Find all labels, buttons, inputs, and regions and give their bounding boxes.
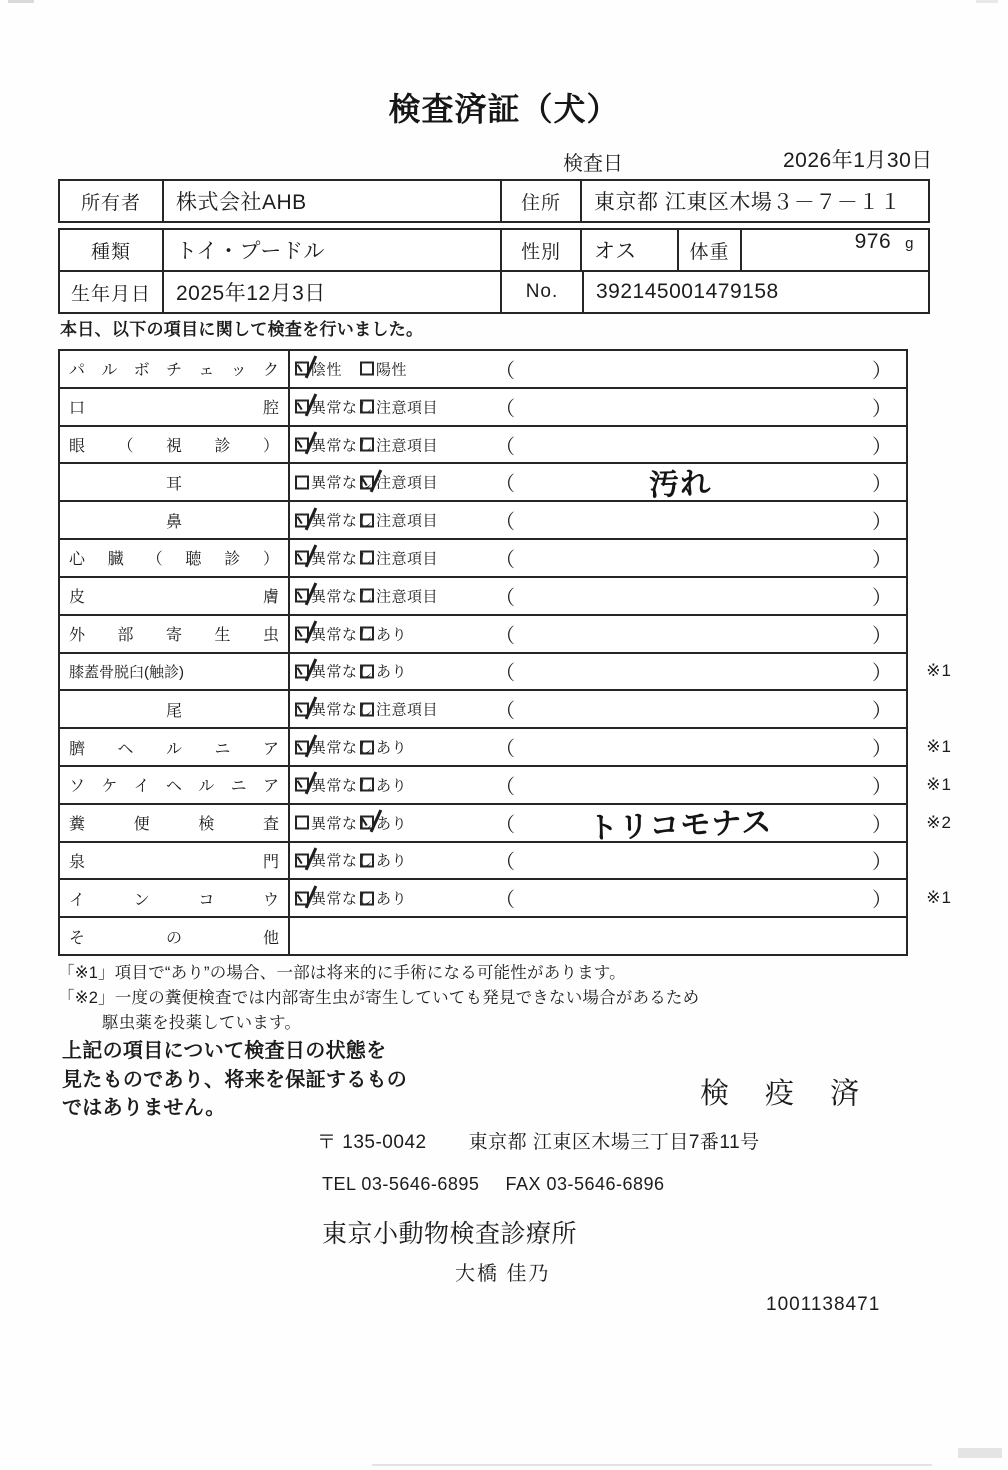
checkbox-icon <box>295 740 309 754</box>
checkbox-icon <box>295 400 309 414</box>
close-paren: ） <box>872 436 892 459</box>
exam-item-label: パ ル ボ チ ェ ッ ク <box>69 362 279 380</box>
exam-item-content <box>290 654 906 690</box>
exam-item-content <box>290 578 906 614</box>
handwritten-note: 汚れ <box>648 467 712 503</box>
option-2 <box>360 358 407 379</box>
exam-item-content <box>290 351 906 387</box>
exam-item-label-cell <box>60 540 290 576</box>
close-paren: ） <box>872 360 892 383</box>
address-value: 東京都 江東区木場３－７－１１ <box>580 181 928 221</box>
exam-item-label: 皮 膚 <box>69 589 279 607</box>
exam-row <box>60 689 906 727</box>
exam-item-label-cell <box>60 918 290 954</box>
open-paren: （ <box>495 511 515 534</box>
footnote-2-continued: 駆虫薬を投薬しています。 <box>102 1014 302 1032</box>
open-paren: （ <box>495 889 515 912</box>
page-title: 検査済証（犬） <box>388 91 620 127</box>
option-1-label: 異常なし <box>311 512 374 530</box>
checkbox-icon <box>295 438 309 452</box>
exam-item-label: 耳 <box>165 475 182 493</box>
reference-mark: ※1 <box>926 774 952 794</box>
clinic-name: 東京小動物検査診療所 <box>322 1220 578 1248</box>
checkbox-icon <box>360 853 374 867</box>
weight-value: 976 <box>854 230 892 253</box>
option-1-label: 異常なし <box>311 663 374 681</box>
exam-row <box>60 727 952 765</box>
quarantine-stamp: 検 疫 済 <box>700 1078 874 1110</box>
exam-item-content <box>290 389 906 425</box>
owner-value: 株式会社AHB <box>162 181 500 221</box>
exam-item-content <box>290 616 906 652</box>
close-paren: ） <box>872 662 892 685</box>
exam-item-label-cell <box>60 691 290 727</box>
option-1-label: 異常なし <box>311 890 374 908</box>
address-label: 住所 <box>500 181 580 221</box>
option-2 <box>360 434 438 455</box>
checkbox-icon <box>360 778 374 792</box>
exam-item-label: 口 腔 <box>69 400 279 418</box>
close-paren: ） <box>872 738 892 761</box>
checkbox-icon <box>295 362 309 376</box>
open-paren: （ <box>495 549 515 572</box>
option-2-label: あり <box>376 815 408 833</box>
weight-label: 体重 <box>677 230 740 270</box>
close-paren: ） <box>872 511 892 534</box>
reference-mark: ※1 <box>926 888 952 908</box>
option-2-label: 注意項目 <box>376 512 439 530</box>
option-2 <box>360 774 407 795</box>
close-paren: ） <box>872 700 892 723</box>
exam-item-label-cell <box>60 843 290 879</box>
close-paren: ） <box>872 851 892 874</box>
checkbox-icon <box>360 740 374 754</box>
open-paren: （ <box>495 360 515 383</box>
checkbox-icon <box>360 551 374 565</box>
exam-item-label-cell <box>60 389 290 425</box>
option-2 <box>360 812 407 833</box>
exam-item-label: 糞 便 検 査 <box>69 816 279 834</box>
exam-item-label-cell <box>60 427 290 463</box>
exam-item-label: 鼻 <box>165 513 182 531</box>
exam-row <box>60 878 952 916</box>
option-2 <box>360 510 438 531</box>
checkbox-icon <box>295 475 309 489</box>
exam-table <box>58 349 952 956</box>
checkbox-icon <box>295 551 309 565</box>
option-2-label: あり <box>376 739 408 757</box>
option-2 <box>360 737 407 758</box>
close-paren: ） <box>872 549 892 572</box>
exam-row <box>60 614 906 652</box>
checkbox-icon <box>295 702 309 716</box>
checkbox-icon <box>360 816 374 830</box>
scan-artifact <box>8 0 34 3</box>
option-2-label: あり <box>376 663 408 681</box>
checkbox-icon <box>295 778 309 792</box>
owner-label: 所有者 <box>80 192 141 214</box>
open-paren: （ <box>495 473 515 496</box>
option-2 <box>360 547 438 568</box>
clinic-fax: FAX 03-5646-6896 <box>505 1174 665 1194</box>
statement-line-1: 上記の項目について検査日の状態を <box>62 1040 387 1062</box>
exam-row <box>60 576 906 614</box>
exam-row <box>60 387 906 425</box>
option-2-label: 注意項目 <box>376 399 439 417</box>
exam-row <box>60 652 952 690</box>
exam-item-label-cell <box>60 351 290 387</box>
checkbox-icon <box>360 362 374 376</box>
exam-row <box>60 462 906 503</box>
handwritten-note: トリコモナス <box>587 805 773 845</box>
option-1-label: 異常なし <box>311 588 374 606</box>
checkbox-icon <box>360 702 374 716</box>
exam-item-label-cell <box>60 729 290 765</box>
checkbox-icon <box>360 891 374 905</box>
close-paren: ） <box>872 889 892 912</box>
scan-artifact <box>976 0 998 3</box>
open-paren: （ <box>495 587 515 610</box>
birth-label: 生年月日 <box>70 283 151 305</box>
weight-unit: g <box>905 235 914 252</box>
scan-artifact <box>958 1448 1002 1458</box>
option-1-label: 異常なし <box>311 550 374 568</box>
exam-row <box>60 803 952 845</box>
inspection-date-label: 検査日 <box>563 153 623 175</box>
option-2 <box>360 850 407 871</box>
weight-cell <box>740 230 928 270</box>
option-2 <box>360 661 407 682</box>
option-2-label: 注意項目 <box>376 701 439 719</box>
open-paren: （ <box>495 738 515 761</box>
close-paren: ） <box>872 776 892 799</box>
close-paren: ） <box>872 587 892 610</box>
clinic-postal-row <box>317 1127 760 1154</box>
reference-mark: ※1 <box>926 737 952 757</box>
open-paren: （ <box>495 662 515 685</box>
exam-item-label-cell <box>60 616 290 652</box>
open-paren: （ <box>495 851 515 874</box>
exam-item-label: 尾 <box>165 702 182 720</box>
checkbox-icon <box>360 475 374 489</box>
exam-item-content <box>290 502 906 538</box>
option-2-label: あり <box>376 852 408 870</box>
exam-row <box>60 916 906 954</box>
clinic-tel: TEL 03-5646-6895 <box>322 1174 480 1194</box>
breed-value: トイ・プードル <box>162 230 500 270</box>
reference-mark: ※1 <box>926 661 952 681</box>
option-1-label: 異常なし <box>311 626 374 644</box>
exam-item-content <box>290 843 906 879</box>
checkbox-icon <box>295 664 309 678</box>
option-2-label: 注意項目 <box>376 588 439 606</box>
exam-item-content <box>290 691 906 727</box>
exam-item-label-cell <box>60 880 290 916</box>
checkbox-icon <box>360 627 374 641</box>
exam-item-label-cell <box>60 654 290 690</box>
footnote-1: 「※1」項目で“あり”の場合、一部は将来的に手術になる可能性があります。 <box>58 964 626 982</box>
close-paren: ） <box>872 814 892 837</box>
footnotes <box>58 961 699 1036</box>
exam-item-content <box>290 464 906 503</box>
exam-item-content <box>290 729 906 765</box>
clinic-postal-code: 〒 135-0042 <box>317 1132 427 1153</box>
option-2 <box>360 396 438 417</box>
checkbox-icon <box>295 891 309 905</box>
exam-item-label-cell <box>60 502 290 538</box>
exam-item-label-cell <box>60 805 290 841</box>
breed-label: 種類 <box>90 241 131 263</box>
sex-label: 性別 <box>500 230 580 270</box>
checkbox-icon <box>295 853 309 867</box>
exam-row <box>60 841 906 879</box>
exam-item-content <box>290 918 906 954</box>
veterinarian-name: 大橋 佳乃 <box>455 1263 551 1285</box>
checkbox-icon <box>360 438 374 452</box>
option-1-label: 異常なし <box>311 437 374 455</box>
option-2-label: あり <box>376 777 408 795</box>
exam-item-label: 泉 門 <box>69 853 279 871</box>
option-2-label: あり <box>376 890 408 908</box>
exam-item-label: 外 部 寄 生 虫 <box>69 627 279 645</box>
exam-item-label-cell <box>60 578 290 614</box>
statement-line-3: ではありません。 <box>62 1097 226 1119</box>
checkbox-icon <box>295 589 309 603</box>
checkbox-icon <box>295 816 309 830</box>
exam-item-label: そ の 他 <box>69 929 279 947</box>
option-2 <box>360 699 438 720</box>
option-2-label: 注意項目 <box>376 474 439 492</box>
no-label: No. <box>500 272 582 312</box>
open-paren: （ <box>495 436 515 459</box>
option-2-label: 注意項目 <box>376 550 439 568</box>
checkbox-icon <box>360 664 374 678</box>
close-paren: ） <box>872 473 892 496</box>
option-2 <box>360 472 438 493</box>
option-2-label: あり <box>376 626 408 644</box>
open-paren: （ <box>495 776 515 799</box>
footnote-2: 「※2」一度の糞便検査では内部寄生虫が寄生していても発見できない場合があるため <box>58 989 700 1007</box>
document-serial-number: 1001138471 <box>766 1294 881 1315</box>
option-1-label: 陰性 <box>311 361 343 379</box>
option-1-label: 異常なし <box>311 739 374 757</box>
disclaimer-statement <box>62 1037 407 1123</box>
option-2 <box>360 623 407 644</box>
open-paren: （ <box>495 814 515 837</box>
clinic-tel-row <box>322 1174 665 1195</box>
option-2-label: 注意項目 <box>376 437 439 455</box>
exam-item-label: 臍 ヘ ル ニ ア <box>69 740 279 758</box>
close-paren: ） <box>872 625 892 648</box>
open-paren: （ <box>495 398 515 421</box>
exam-item-label: ソ ケ イ ヘ ル ニ ア <box>69 778 279 796</box>
option-1-label: 異常なし <box>311 399 374 417</box>
no-value: 392145001479158 <box>582 272 928 312</box>
option-1 <box>295 358 342 379</box>
checkbox-icon <box>360 513 374 527</box>
option-1-label: 異常なし <box>311 701 374 719</box>
checkbox-icon <box>360 589 374 603</box>
exam-item-label: 眼 （ 視 診 ） <box>69 438 279 456</box>
exam-item-content <box>290 540 906 576</box>
checkbox-icon <box>295 513 309 527</box>
exam-row <box>60 351 906 387</box>
sex-value: オス <box>580 230 677 270</box>
close-paren: ） <box>872 398 892 421</box>
exam-item-label-cell <box>60 767 290 803</box>
checkbox-icon <box>295 627 309 641</box>
exam-row <box>60 500 906 538</box>
exam-item-label-cell <box>60 464 290 500</box>
intro-text: 本日、以下の項目に関して検査を行いました。 <box>60 320 424 339</box>
option-1-label: 異常なし <box>311 777 374 795</box>
exam-item-content <box>290 880 906 916</box>
birth-value: 2025年12月3日 <box>162 272 500 312</box>
exam-item-content <box>290 805 906 845</box>
clinic-address: 東京都 江東区木場三丁目7番11号 <box>468 1132 760 1153</box>
exam-row <box>60 538 906 576</box>
open-paren: （ <box>495 700 515 723</box>
pet-row-1 <box>60 230 928 270</box>
option-1-label: 異常なし <box>311 474 374 492</box>
option-2-label: 陽性 <box>376 361 408 379</box>
pet-row-2 <box>60 270 928 312</box>
exam-item-label: イ ン コ ウ <box>69 891 279 909</box>
option-1-label: 異常なし <box>311 815 374 833</box>
option-2 <box>360 888 407 909</box>
exam-item-label: 心 臓 （ 聴 診 ） <box>69 551 279 569</box>
owner-row <box>60 181 928 221</box>
statement-line-2: 見たものであり、将来を保証するもの <box>62 1068 408 1091</box>
checkbox-icon <box>360 400 374 414</box>
scan-artifact <box>372 1464 932 1466</box>
reference-mark: ※2 <box>926 812 952 832</box>
open-paren: （ <box>495 625 515 648</box>
pet-info-table <box>58 228 930 314</box>
inspection-date-value: 2026年1月30日 <box>783 149 933 172</box>
option-2 <box>360 585 438 606</box>
exam-item-label: 膝蓋骨脱臼(触診) <box>69 663 184 681</box>
owner-info-table <box>58 179 930 223</box>
option-1-label: 異常なし <box>311 852 374 870</box>
